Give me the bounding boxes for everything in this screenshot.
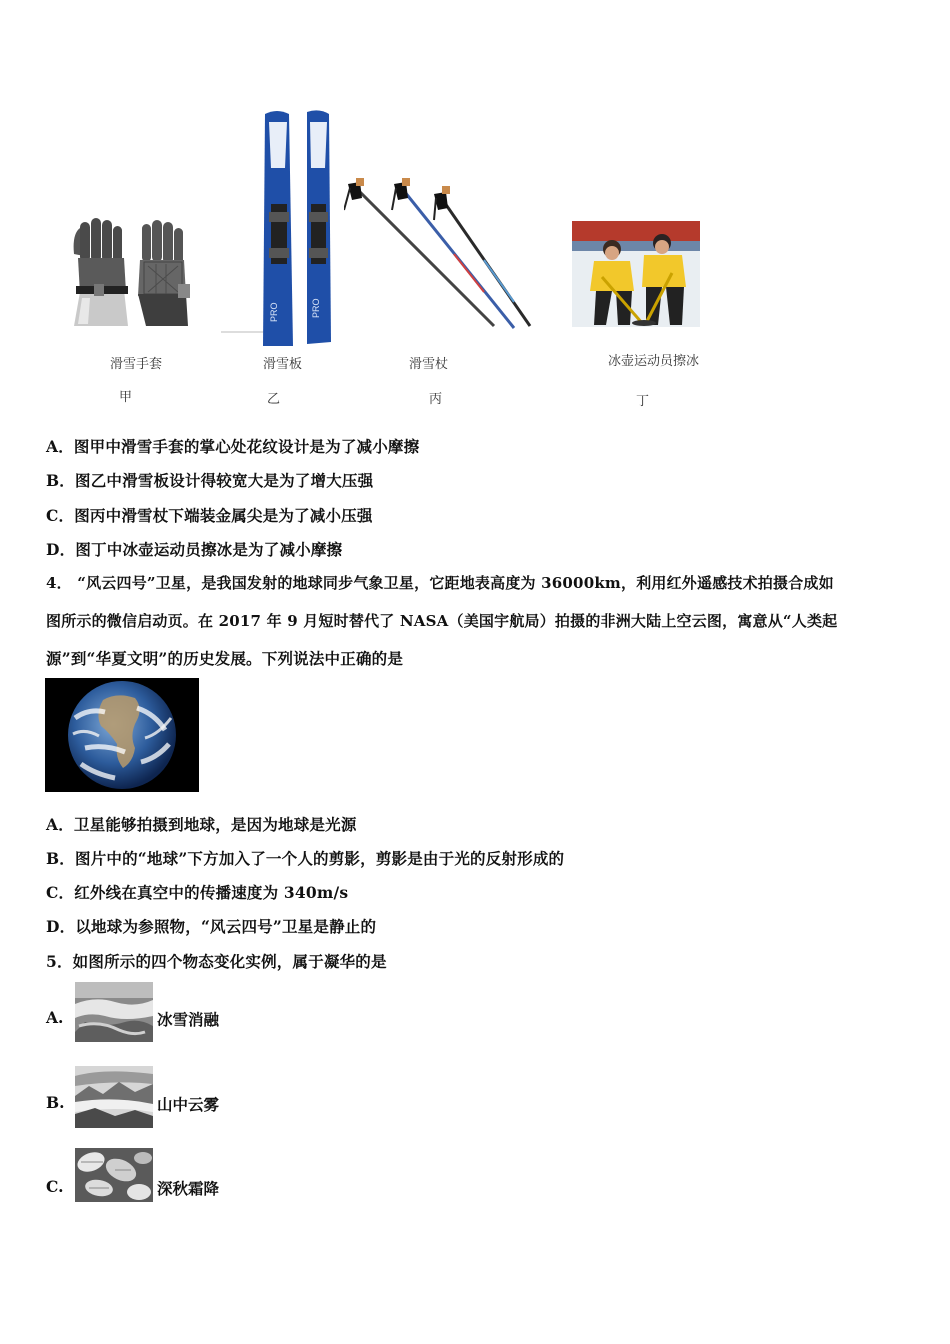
q4-stem-line1: 4． “风云四号”卫星，是我国发射的地球同步气象卫星，它距地表高度为 36000km，利用红外遥感技术拍摄合成如 (46, 574, 834, 592)
ski-gloves-image (66, 214, 192, 334)
ski-left-brand: PRO (269, 302, 279, 322)
q3-option-d: D．图丁中冰壶运动员擦冰是为了减小摩擦 (46, 540, 343, 559)
q5-option-b-text: 山中云雾 (157, 1095, 220, 1114)
caption-poles: 滑雪杖 (409, 357, 449, 372)
q5-option-c-text: 深秋霜降 (157, 1179, 220, 1198)
q4-stem-line2: 图所示的微信启动页。在 2017 年 9 月短时替代了 NASA（美国宇航局）拍摄的非洲大陆上空云图，寓意从“人类起 (46, 612, 838, 630)
left-glove (74, 218, 128, 326)
label-yi: 乙 (267, 392, 281, 407)
q4-stem-line3: 源”到“华夏文明”的历史发展。下列说法中正确的是 (46, 649, 404, 668)
melting-snow-image (75, 982, 153, 1042)
label-bing: 丙 (429, 392, 443, 407)
q3-option-c: C．图丙中滑雪杖下端装金属尖是为了减小压强 (46, 506, 373, 525)
q4-option-a: A．卫星能够拍摄到地球，是因为地球是光源 (46, 815, 357, 834)
ski-right-brand: PRO (311, 298, 321, 318)
frost-image (75, 1148, 153, 1202)
caption-gloves: 滑雪手套 (110, 357, 163, 372)
mountain-fog-image (75, 1066, 153, 1128)
q5-option-c-label: C. (46, 1177, 64, 1196)
caption-curling: 冰壶运动员擦冰 (608, 354, 700, 369)
earth-image (45, 678, 199, 792)
ski-left (263, 111, 293, 346)
q3-option-b: B．图乙中滑雪板设计得较宽大是为了增大压强 (46, 471, 374, 490)
q4-option-d: D．以地球为参照物，“风云四号”卫星是静止的 (46, 917, 377, 936)
ski-poles-image (344, 176, 536, 334)
q3-option-a: A．图甲中滑雪手套的掌心处花纹设计是为了减小摩擦 (46, 437, 420, 456)
right-glove (138, 220, 190, 326)
ski-right (307, 110, 331, 344)
q5-option-a-text: 冰雪消融 (157, 1010, 220, 1029)
q4-option-c: C．红外线在真空中的传播速度为 340m/s (46, 883, 349, 902)
curling-sweepers-image (572, 221, 700, 327)
label-ding: 丁 (636, 394, 650, 409)
q5-stem: 5．如图所示的四个物态变化实例，属于凝华的是 (46, 952, 387, 971)
q4-option-b: B．图片中的“地球”下方加入了一个人的剪影，剪影是由于光的反射形成的 (46, 849, 565, 868)
q5-option-b-label: B. (46, 1093, 65, 1112)
caption-skis: 滑雪板 (263, 357, 303, 372)
ski-boards-image (221, 108, 333, 352)
label-jia: 甲 (119, 390, 133, 405)
q5-option-a-label: A. (46, 1008, 64, 1027)
